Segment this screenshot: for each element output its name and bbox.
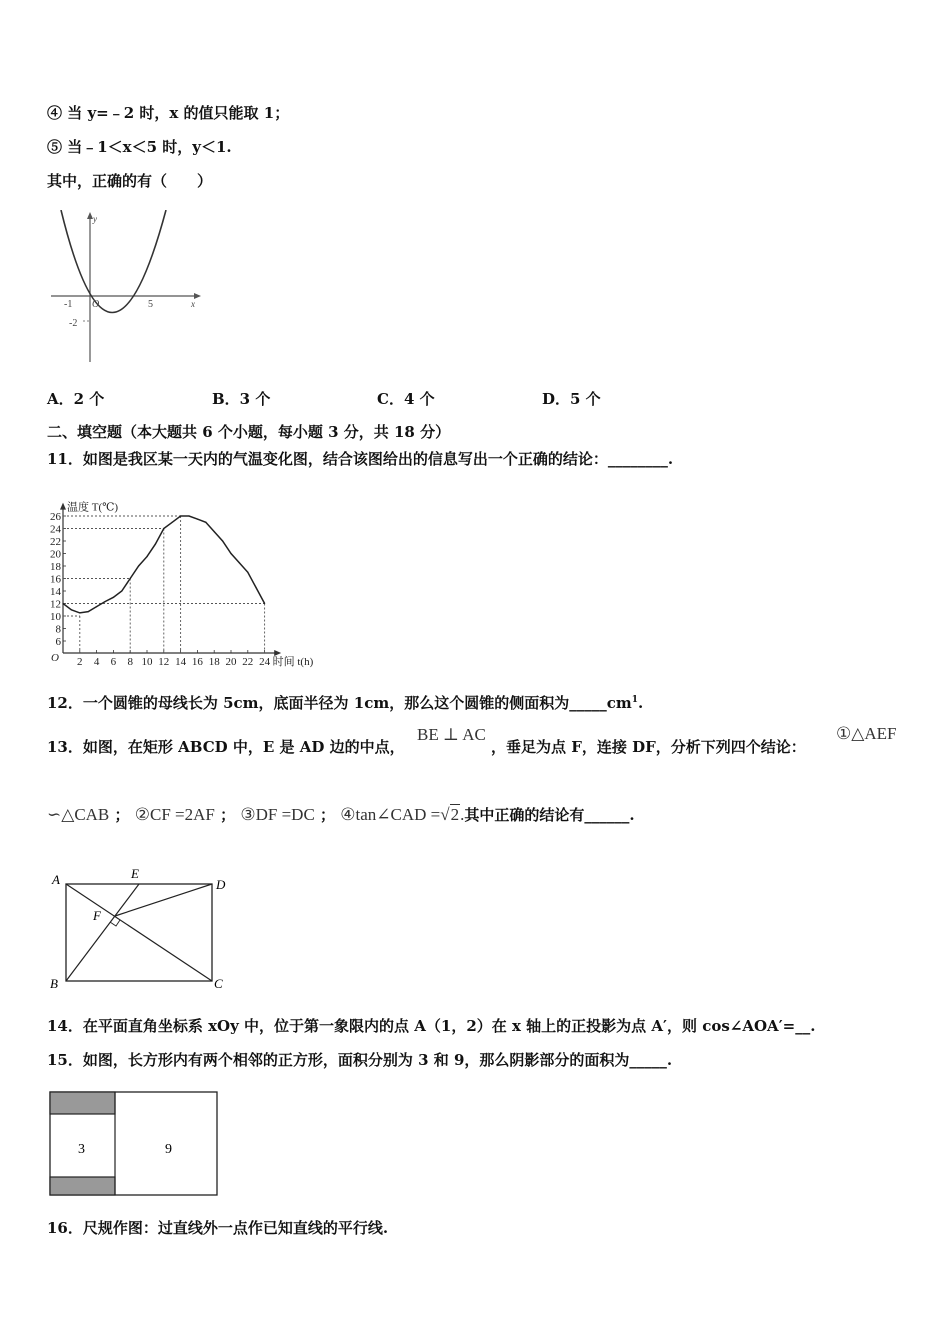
question-prompt: 其中，正确的有（ ） [47, 172, 213, 190]
x-tick-label: 6 [110, 656, 117, 668]
y-tick-label: 8 [55, 623, 61, 636]
q13-formula-cab: ∽△CAB [47, 805, 110, 824]
q13-part3: 其中正确的结论有______. [464, 806, 635, 824]
y-tick-label: 14 [50, 586, 61, 598]
x-tick-label: 2 [77, 656, 83, 668]
y-label: y [93, 214, 97, 224]
y-tick-label: 24 [50, 523, 61, 536]
x-tick-label: 4 [93, 656, 100, 668]
rectangle-figure [45, 862, 240, 994]
data-point [96, 606, 97, 607]
x-label: x [191, 299, 195, 309]
question-13-part2: ，垂足为点 F，连接 DF，分析下列四个结论： [491, 738, 806, 756]
q12-text: 12．一个圆锥的母线长为 5cm，底面半径为 1cm，那么这个圆锥的侧面积为_____cm [47, 694, 632, 712]
x-tick-label: 16 [191, 656, 203, 668]
question-12 [47, 690, 643, 713]
shaded-top [50, 1092, 115, 1114]
data-point [188, 515, 189, 516]
data-point [230, 553, 231, 554]
data-point [205, 522, 206, 523]
x-tick-label: 20 [225, 656, 237, 668]
y-axis-label: 温度 T(℃) [67, 501, 119, 514]
data-point [71, 609, 72, 610]
data-point [104, 601, 105, 602]
q13-formula-aef: ①△AEF [836, 724, 897, 743]
q12-sup: 1 [631, 695, 638, 705]
temperature-chart [45, 485, 335, 675]
q13-sep2: ； [220, 806, 236, 824]
x-tick-label: 18 [208, 656, 220, 668]
data-point [130, 578, 131, 579]
x-tick-label: 22 [242, 656, 254, 668]
q13-formula-be-ac: BE ⊥ AC [417, 725, 486, 744]
question-14: 14．在平面直角坐标系 xOy 中，位于第一象限内的点 A（1，2）在 x 轴上的正投影为点 A′，则 cos∠AOA′=__. [47, 1017, 816, 1035]
data-point [163, 528, 164, 529]
segment-df [115, 884, 212, 916]
parabola-graph [45, 210, 205, 365]
question-15: 15．如图，长方形内有两个相邻的正方形，面积分别为 3 和 9，那么阴影部分的面积为_____. [47, 1051, 673, 1069]
option-b[interactable]: B．3 个 [212, 390, 271, 408]
data-point [222, 540, 223, 541]
squares-figure [45, 1088, 225, 1200]
origin-label: O [92, 299, 100, 310]
sqrt-icon: √ [440, 805, 450, 824]
y-tick-label: 20 [50, 548, 61, 561]
data-point [79, 612, 80, 613]
data-point [62, 603, 63, 604]
q12-end: . [637, 694, 644, 712]
data-point [155, 544, 156, 545]
x-tick-5: 5 [148, 299, 153, 310]
y-tick-label: 6 [55, 636, 61, 648]
q13-formula-cf: ②CF =2AF [134, 805, 215, 824]
question-11: 11．如图是我区某一天内的气温变化图，结合该图给出的信息写出一个正确的结论：________. [47, 450, 674, 468]
y-tick-label: 10 [50, 611, 61, 623]
data-point [172, 522, 173, 523]
data-point [239, 562, 240, 563]
y-tick-label: 16 [50, 573, 61, 586]
data-point [88, 611, 89, 612]
y-tick-label: 22 [50, 536, 61, 548]
x-tick-label: 24 [259, 656, 271, 668]
label-d: D [216, 877, 226, 892]
label-b: B [50, 976, 58, 991]
statement-4: ④ 当 y=﹣2 时，x 的值只能取 1； [47, 104, 290, 122]
parabola-curve [61, 210, 166, 313]
q13-formula-df: ③DF =DC [240, 805, 315, 824]
option-a[interactable]: A．2 个 [47, 390, 105, 408]
data-point [121, 590, 122, 591]
option-c[interactable]: C．4 个 [377, 390, 435, 408]
segment-be [66, 884, 139, 981]
data-point [113, 597, 114, 598]
origin-label: O [51, 652, 59, 664]
statement-5: ⑤ 当﹣1＜x＜5 时，y＜1. [47, 138, 232, 156]
large-square-area: 9 [165, 1142, 172, 1157]
x-tick-label: 10 [141, 656, 153, 668]
x-tick-label: 8 [127, 656, 133, 668]
y-axis-arrow [60, 503, 66, 510]
diagonal-ac [66, 884, 212, 981]
x-tick-label: 12 [158, 656, 170, 668]
y-tick-label: 18 [50, 561, 61, 573]
data-point [138, 565, 139, 566]
label-c: C [214, 976, 223, 991]
data-point [247, 572, 248, 573]
label-a: A [52, 872, 60, 887]
y-tick-neg2: -2 [69, 318, 78, 329]
data-point [146, 556, 147, 557]
y-tick-label: 26 [50, 511, 61, 523]
x-axis-label: 时间 t(h) [272, 656, 314, 668]
q13-period: . [460, 805, 465, 824]
x-axis-arrow [194, 293, 201, 299]
label-f: F [93, 908, 101, 923]
x-tick-label: 14 [175, 656, 187, 668]
q13-sep3: ； [320, 806, 336, 824]
data-point [256, 587, 257, 588]
option-d[interactable]: D．5 个 [542, 390, 601, 408]
data-point [180, 515, 181, 516]
section-heading: 二、填空题（本大题共 6 个小题，每小题 3 分，共 18 分） [47, 423, 451, 441]
shaded-bottom [50, 1177, 115, 1195]
question-16: 16．尺规作图：过直线外一点作已知直线的平行线. [47, 1219, 389, 1237]
question-13-part1: 13．如图，在矩形 ABCD 中，E 是 AD 边的中点， [47, 738, 405, 756]
data-point [197, 519, 198, 520]
small-square-area: 3 [78, 1142, 85, 1157]
q13-sep1: ； [114, 806, 130, 824]
question-13-conclusions [47, 805, 635, 825]
data-point [264, 603, 265, 604]
x-tick-neg1: -1 [64, 299, 73, 310]
data-point [214, 531, 215, 532]
label-e: E [131, 866, 139, 881]
y-tick-label: 12 [50, 598, 61, 611]
q13-sqrt-arg: 2 [450, 805, 460, 824]
q13-formula-tan: ④tan∠CAD = [340, 805, 441, 824]
